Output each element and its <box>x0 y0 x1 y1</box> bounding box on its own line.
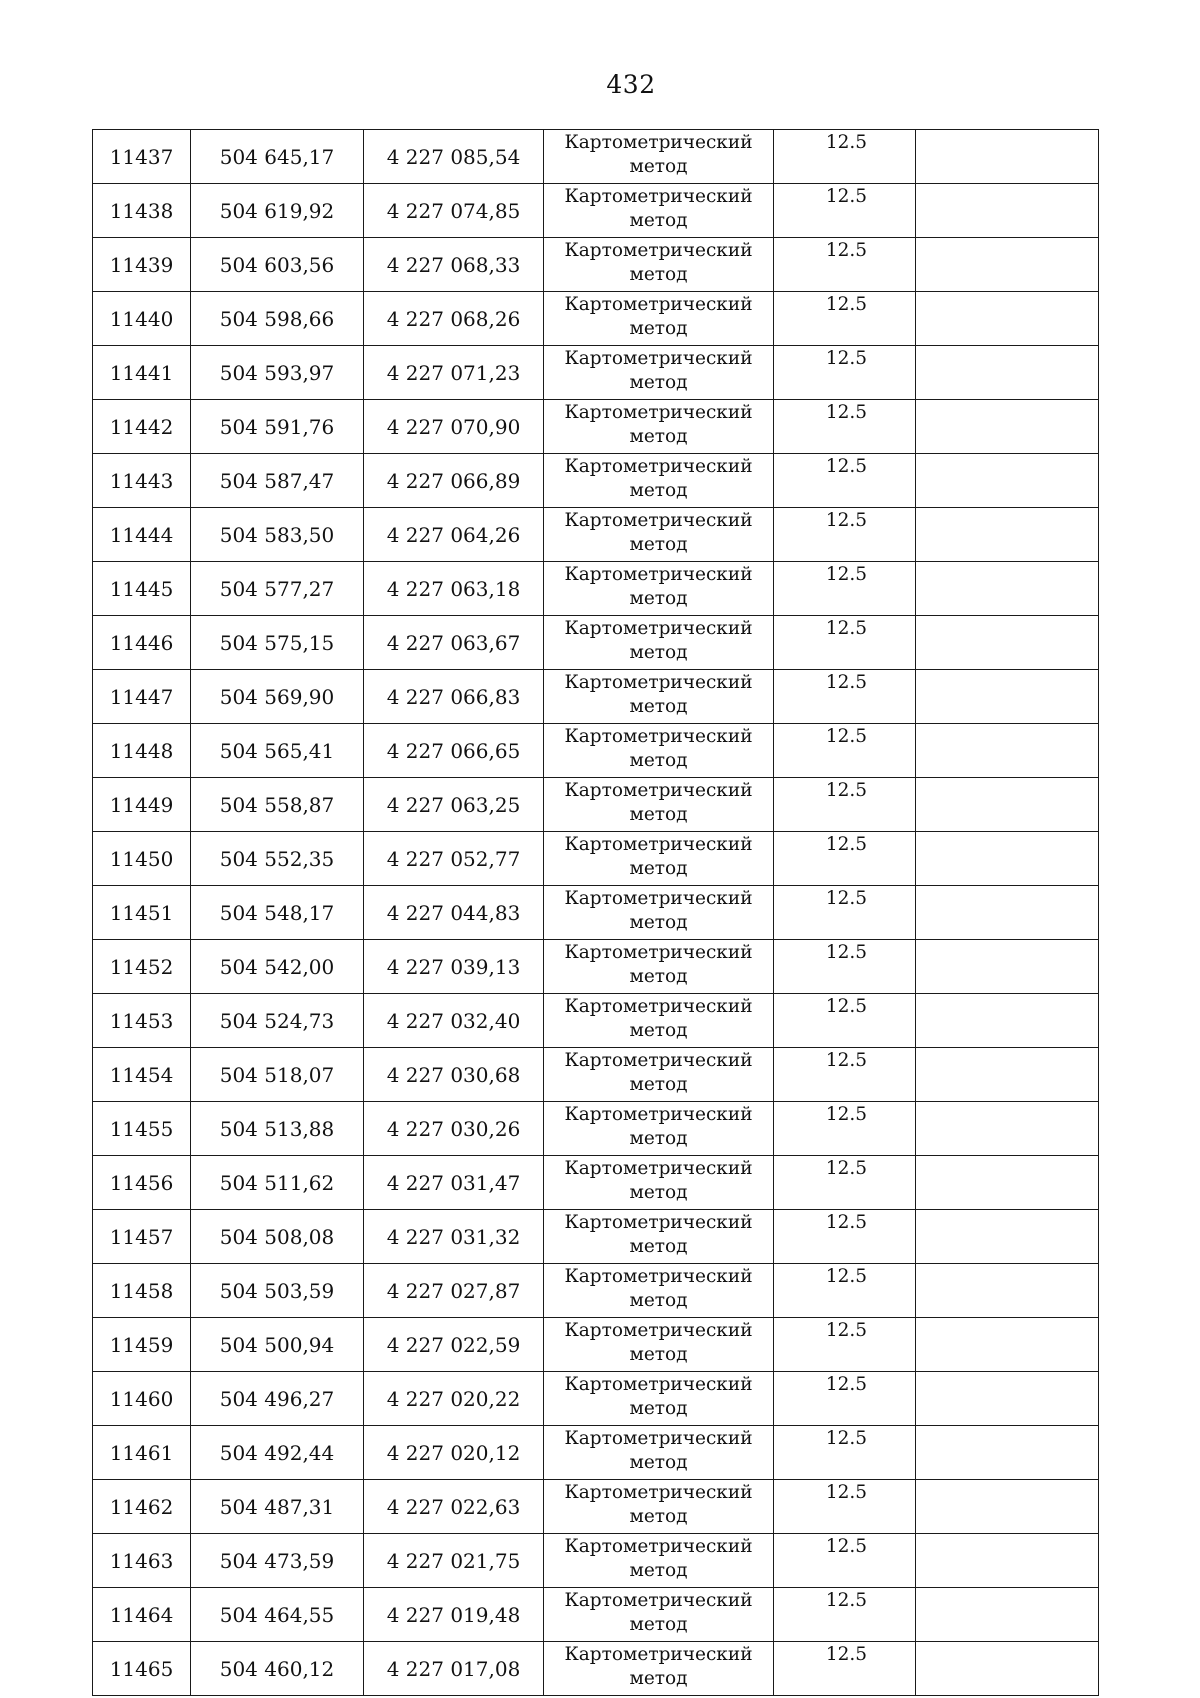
accuracy-cell: 12.5 <box>774 1102 916 1156</box>
y-coordinate-cell: 4 227 063,25 <box>364 778 544 832</box>
method-line-1: Картометрический <box>564 1104 753 1125</box>
y-coordinate-cell: 4 227 021,75 <box>364 1534 544 1588</box>
y-coordinate-cell: 4 227 074,85 <box>364 184 544 238</box>
x-coordinate-cell: 504 558,87 <box>191 778 364 832</box>
y-coordinate-cell: 4 227 030,26 <box>364 1102 544 1156</box>
x-coordinate-cell: 504 587,47 <box>191 454 364 508</box>
accuracy-cell: 12.5 <box>774 1264 916 1318</box>
method-cell <box>544 1048 774 1102</box>
accuracy-cell: 12.5 <box>774 346 916 400</box>
method-line-2: метод <box>629 480 688 501</box>
method-line-2: метод <box>629 1128 688 1149</box>
table-row <box>93 1642 1099 1696</box>
method-cell <box>544 1372 774 1426</box>
empty-cell <box>916 1372 1099 1426</box>
x-coordinate-cell: 504 513,88 <box>191 1102 364 1156</box>
point-number-cell: 11455 <box>93 1102 191 1156</box>
method-cell <box>544 454 774 508</box>
method-line-2: метод <box>629 1344 688 1365</box>
table-row <box>93 238 1099 292</box>
accuracy-cell: 12.5 <box>774 1426 916 1480</box>
x-coordinate-cell: 504 542,00 <box>191 940 364 994</box>
table-row <box>93 832 1099 886</box>
method-line-2: метод <box>629 696 688 717</box>
y-coordinate-cell: 4 227 085,54 <box>364 130 544 184</box>
empty-cell <box>916 1642 1099 1696</box>
table-row <box>93 616 1099 670</box>
empty-cell <box>916 508 1099 562</box>
point-number-cell: 11444 <box>93 508 191 562</box>
method-cell <box>544 1534 774 1588</box>
table-row <box>93 994 1099 1048</box>
point-number-cell: 11439 <box>93 238 191 292</box>
method-line-1: Картометрический <box>564 456 753 477</box>
point-number-cell: 11437 <box>93 130 191 184</box>
y-coordinate-cell: 4 227 066,83 <box>364 670 544 724</box>
method-cell <box>544 724 774 778</box>
method-cell <box>544 238 774 292</box>
empty-cell <box>916 670 1099 724</box>
method-line-2: метод <box>629 912 688 933</box>
x-coordinate-cell: 504 645,17 <box>191 130 364 184</box>
y-coordinate-cell: 4 227 068,33 <box>364 238 544 292</box>
x-coordinate-cell: 504 511,62 <box>191 1156 364 1210</box>
empty-cell <box>916 616 1099 670</box>
table-row <box>93 1426 1099 1480</box>
x-coordinate-cell: 504 569,90 <box>191 670 364 724</box>
method-line-1: Картометрический <box>564 1266 753 1287</box>
table-row <box>93 670 1099 724</box>
empty-cell <box>916 832 1099 886</box>
method-line-1: Картометрический <box>564 942 753 963</box>
accuracy-cell: 12.5 <box>774 1534 916 1588</box>
method-cell <box>544 292 774 346</box>
table-row <box>93 1048 1099 1102</box>
method-line-2: метод <box>629 156 688 177</box>
method-line-2: метод <box>629 534 688 555</box>
method-cell <box>544 1480 774 1534</box>
x-coordinate-cell: 504 492,44 <box>191 1426 364 1480</box>
point-number-cell: 11445 <box>93 562 191 616</box>
empty-cell <box>916 1534 1099 1588</box>
y-coordinate-cell: 4 227 066,65 <box>364 724 544 778</box>
method-line-1: Картометрический <box>564 1644 753 1665</box>
accuracy-cell: 12.5 <box>774 508 916 562</box>
point-number-cell: 11442 <box>93 400 191 454</box>
method-line-1: Картометрический <box>564 348 753 369</box>
method-cell <box>544 940 774 994</box>
point-number-cell: 11456 <box>93 1156 191 1210</box>
point-number-cell: 11460 <box>93 1372 191 1426</box>
method-line-1: Картометрический <box>564 1374 753 1395</box>
empty-cell <box>916 1318 1099 1372</box>
y-coordinate-cell: 4 227 044,83 <box>364 886 544 940</box>
empty-cell <box>916 778 1099 832</box>
method-line-1: Картометрический <box>564 780 753 801</box>
method-cell <box>544 832 774 886</box>
table-row <box>93 508 1099 562</box>
method-cell <box>544 1264 774 1318</box>
method-line-1: Картометрический <box>564 132 753 153</box>
accuracy-cell: 12.5 <box>774 1642 916 1696</box>
point-number-cell: 11441 <box>93 346 191 400</box>
method-line-1: Картометрический <box>564 1428 753 1449</box>
empty-cell <box>916 724 1099 778</box>
empty-cell <box>916 292 1099 346</box>
point-number-cell: 11447 <box>93 670 191 724</box>
method-cell <box>544 1156 774 1210</box>
table-row <box>93 1318 1099 1372</box>
empty-cell <box>916 1048 1099 1102</box>
method-line-2: метод <box>629 210 688 231</box>
y-coordinate-cell: 4 227 063,67 <box>364 616 544 670</box>
method-line-1: Картометрический <box>564 510 753 531</box>
accuracy-cell: 12.5 <box>774 184 916 238</box>
y-coordinate-cell: 4 227 064,26 <box>364 508 544 562</box>
point-number-cell: 11446 <box>93 616 191 670</box>
x-coordinate-cell: 504 565,41 <box>191 724 364 778</box>
method-cell <box>544 994 774 1048</box>
method-cell <box>544 1102 774 1156</box>
x-coordinate-cell: 504 552,35 <box>191 832 364 886</box>
method-line-2: метод <box>629 1614 688 1635</box>
method-line-2: метод <box>629 1074 688 1095</box>
point-number-cell: 11443 <box>93 454 191 508</box>
point-number-cell: 11451 <box>93 886 191 940</box>
point-number-cell: 11458 <box>93 1264 191 1318</box>
accuracy-cell: 12.5 <box>774 562 916 616</box>
empty-cell <box>916 1102 1099 1156</box>
x-coordinate-cell: 504 575,15 <box>191 616 364 670</box>
x-coordinate-cell: 504 598,66 <box>191 292 364 346</box>
accuracy-cell: 12.5 <box>774 1372 916 1426</box>
table-row <box>93 778 1099 832</box>
method-line-1: Картометрический <box>564 186 753 207</box>
method-cell <box>544 1426 774 1480</box>
method-cell <box>544 670 774 724</box>
table-row <box>93 1102 1099 1156</box>
point-number-cell: 11459 <box>93 1318 191 1372</box>
method-line-2: метод <box>629 1506 688 1527</box>
x-coordinate-cell: 504 508,08 <box>191 1210 364 1264</box>
method-line-1: Картометрический <box>564 294 753 315</box>
point-number-cell: 11454 <box>93 1048 191 1102</box>
y-coordinate-cell: 4 227 017,08 <box>364 1642 544 1696</box>
method-line-2: метод <box>629 1020 688 1041</box>
method-line-2: метод <box>629 858 688 879</box>
method-cell <box>544 562 774 616</box>
method-cell <box>544 184 774 238</box>
method-line-1: Картометрический <box>564 402 753 423</box>
y-coordinate-cell: 4 227 068,26 <box>364 292 544 346</box>
y-coordinate-cell: 4 227 070,90 <box>364 400 544 454</box>
method-line-2: метод <box>629 318 688 339</box>
point-number-cell: 11464 <box>93 1588 191 1642</box>
method-cell <box>544 778 774 832</box>
method-cell <box>544 1318 774 1372</box>
y-coordinate-cell: 4 227 022,59 <box>364 1318 544 1372</box>
method-line-2: метод <box>629 1236 688 1257</box>
empty-cell <box>916 994 1099 1048</box>
method-line-1: Картометрический <box>564 1050 753 1071</box>
point-number-cell: 11452 <box>93 940 191 994</box>
table-row <box>93 1372 1099 1426</box>
x-coordinate-cell: 504 619,92 <box>191 184 364 238</box>
method-line-1: Картометрический <box>564 888 753 909</box>
accuracy-cell: 12.5 <box>774 454 916 508</box>
empty-cell <box>916 346 1099 400</box>
method-line-1: Картометрический <box>564 1320 753 1341</box>
method-cell <box>544 346 774 400</box>
accuracy-cell: 12.5 <box>774 778 916 832</box>
empty-cell <box>916 1210 1099 1264</box>
method-line-2: метод <box>629 1290 688 1311</box>
method-line-2: метод <box>629 1668 688 1689</box>
x-coordinate-cell: 504 464,55 <box>191 1588 364 1642</box>
empty-cell <box>916 184 1099 238</box>
x-coordinate-cell: 504 503,59 <box>191 1264 364 1318</box>
method-line-1: Картометрический <box>564 726 753 747</box>
y-coordinate-cell: 4 227 031,47 <box>364 1156 544 1210</box>
method-cell <box>544 886 774 940</box>
method-line-2: метод <box>629 1398 688 1419</box>
table-row <box>93 940 1099 994</box>
method-line-1: Картометрический <box>564 618 753 639</box>
table-row <box>93 1264 1099 1318</box>
accuracy-cell: 12.5 <box>774 616 916 670</box>
method-line-1: Картометрический <box>564 1590 753 1611</box>
y-coordinate-cell: 4 227 020,12 <box>364 1426 544 1480</box>
table-row <box>93 346 1099 400</box>
table-row <box>93 1588 1099 1642</box>
point-number-cell: 11438 <box>93 184 191 238</box>
method-line-2: метод <box>629 642 688 663</box>
method-cell <box>544 1210 774 1264</box>
point-number-cell: 11448 <box>93 724 191 778</box>
empty-cell <box>916 562 1099 616</box>
x-coordinate-cell: 504 473,59 <box>191 1534 364 1588</box>
empty-cell <box>916 1480 1099 1534</box>
empty-cell <box>916 238 1099 292</box>
table-row <box>93 130 1099 184</box>
method-line-1: Картометрический <box>564 1482 753 1503</box>
accuracy-cell: 12.5 <box>774 238 916 292</box>
method-line-2: метод <box>629 264 688 285</box>
method-cell <box>544 1642 774 1696</box>
y-coordinate-cell: 4 227 027,87 <box>364 1264 544 1318</box>
table-row <box>93 292 1099 346</box>
x-coordinate-cell: 504 500,94 <box>191 1318 364 1372</box>
accuracy-cell: 12.5 <box>774 1156 916 1210</box>
accuracy-cell: 12.5 <box>774 1210 916 1264</box>
accuracy-cell: 12.5 <box>774 1480 916 1534</box>
accuracy-cell: 12.5 <box>774 1318 916 1372</box>
accuracy-cell: 12.5 <box>774 292 916 346</box>
point-number-cell: 11449 <box>93 778 191 832</box>
y-coordinate-cell: 4 227 020,22 <box>364 1372 544 1426</box>
y-coordinate-cell: 4 227 031,32 <box>364 1210 544 1264</box>
method-line-1: Картометрический <box>564 564 753 585</box>
y-coordinate-cell: 4 227 019,48 <box>364 1588 544 1642</box>
empty-cell <box>916 1264 1099 1318</box>
method-line-2: метод <box>629 966 688 987</box>
point-number-cell: 11450 <box>93 832 191 886</box>
accuracy-cell: 12.5 <box>774 130 916 184</box>
method-cell <box>544 508 774 562</box>
point-number-cell: 11462 <box>93 1480 191 1534</box>
y-coordinate-cell: 4 227 030,68 <box>364 1048 544 1102</box>
x-coordinate-cell: 504 577,27 <box>191 562 364 616</box>
accuracy-cell: 12.5 <box>774 832 916 886</box>
point-number-cell: 11461 <box>93 1426 191 1480</box>
accuracy-cell: 12.5 <box>774 1588 916 1642</box>
x-coordinate-cell: 504 548,17 <box>191 886 364 940</box>
table-row <box>93 184 1099 238</box>
table-row <box>93 724 1099 778</box>
x-coordinate-cell: 504 583,50 <box>191 508 364 562</box>
empty-cell <box>916 130 1099 184</box>
coordinates-table <box>92 129 1099 1696</box>
accuracy-cell: 12.5 <box>774 940 916 994</box>
table-row <box>93 1210 1099 1264</box>
x-coordinate-cell: 504 524,73 <box>191 994 364 1048</box>
table-row <box>93 562 1099 616</box>
point-number-cell: 11457 <box>93 1210 191 1264</box>
point-number-cell: 11465 <box>93 1642 191 1696</box>
accuracy-cell: 12.5 <box>774 1048 916 1102</box>
method-line-1: Картометрический <box>564 1212 753 1233</box>
point-number-cell: 11453 <box>93 994 191 1048</box>
y-coordinate-cell: 4 227 063,18 <box>364 562 544 616</box>
empty-cell <box>916 1156 1099 1210</box>
method-line-2: метод <box>629 750 688 771</box>
method-line-2: метод <box>629 426 688 447</box>
method-line-1: Картометрический <box>564 240 753 261</box>
y-coordinate-cell: 4 227 039,13 <box>364 940 544 994</box>
x-coordinate-cell: 504 518,07 <box>191 1048 364 1102</box>
x-coordinate-cell: 504 496,27 <box>191 1372 364 1426</box>
method-line-1: Картометрический <box>564 996 753 1017</box>
page-number: 432 <box>606 70 656 99</box>
point-number-cell: 11440 <box>93 292 191 346</box>
empty-cell <box>916 400 1099 454</box>
table-row <box>93 1534 1099 1588</box>
method-line-2: метод <box>629 1560 688 1581</box>
x-coordinate-cell: 504 487,31 <box>191 1480 364 1534</box>
empty-cell <box>916 940 1099 994</box>
empty-cell <box>916 886 1099 940</box>
y-coordinate-cell: 4 227 032,40 <box>364 994 544 1048</box>
accuracy-cell: 12.5 <box>774 724 916 778</box>
accuracy-cell: 12.5 <box>774 670 916 724</box>
x-coordinate-cell: 504 591,76 <box>191 400 364 454</box>
method-line-2: метод <box>629 1452 688 1473</box>
x-coordinate-cell: 504 593,97 <box>191 346 364 400</box>
table-row <box>93 400 1099 454</box>
accuracy-cell: 12.5 <box>774 886 916 940</box>
method-line-1: Картометрический <box>564 1536 753 1557</box>
method-line-1: Картометрический <box>564 834 753 855</box>
empty-cell <box>916 454 1099 508</box>
method-line-2: метод <box>629 1182 688 1203</box>
method-cell <box>544 1588 774 1642</box>
empty-cell <box>916 1426 1099 1480</box>
method-cell <box>544 616 774 670</box>
method-line-2: метод <box>629 372 688 393</box>
accuracy-cell: 12.5 <box>774 400 916 454</box>
method-cell <box>544 400 774 454</box>
table-row <box>93 454 1099 508</box>
table-row <box>93 886 1099 940</box>
y-coordinate-cell: 4 227 052,77 <box>364 832 544 886</box>
y-coordinate-cell: 4 227 066,89 <box>364 454 544 508</box>
method-line-1: Картометрический <box>564 1158 753 1179</box>
accuracy-cell: 12.5 <box>774 994 916 1048</box>
coordinates-table-body <box>93 130 1099 1696</box>
x-coordinate-cell: 504 460,12 <box>191 1642 364 1696</box>
method-line-2: метод <box>629 588 688 609</box>
table-row <box>93 1156 1099 1210</box>
empty-cell <box>916 1588 1099 1642</box>
point-number-cell: 11463 <box>93 1534 191 1588</box>
y-coordinate-cell: 4 227 022,63 <box>364 1480 544 1534</box>
x-coordinate-cell: 504 603,56 <box>191 238 364 292</box>
method-line-2: метод <box>629 804 688 825</box>
method-cell <box>544 130 774 184</box>
table-row <box>93 1480 1099 1534</box>
y-coordinate-cell: 4 227 071,23 <box>364 346 544 400</box>
method-line-1: Картометрический <box>564 672 753 693</box>
